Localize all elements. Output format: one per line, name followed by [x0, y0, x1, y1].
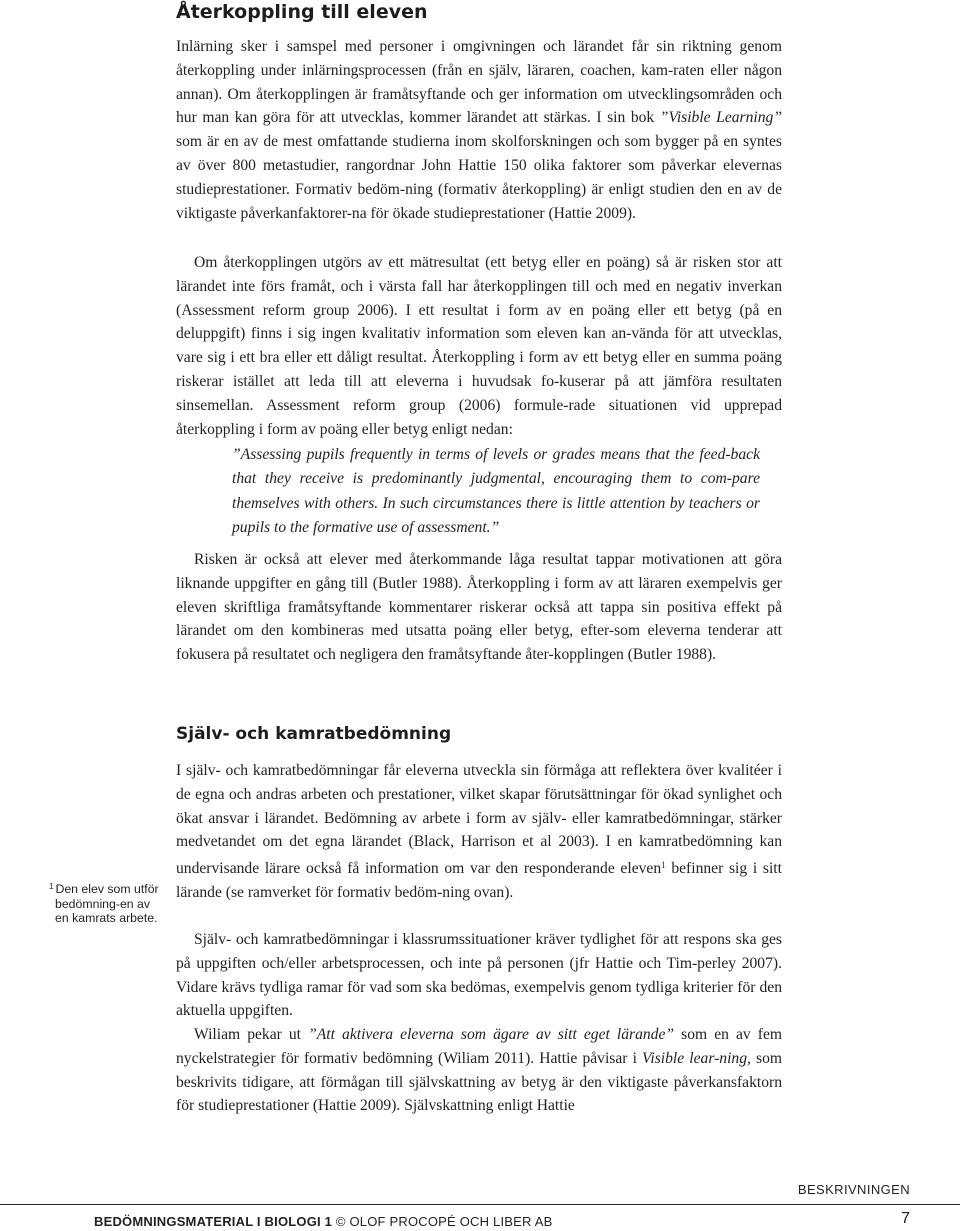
quote-inline: ”Att aktivera eleverna som ägare av sitt eget lärande” — [308, 1026, 675, 1043]
block-quote: ”Assessing pupils frequently in terms of levels or grades means that the feed-back that they receive is predominantly judgmental, encouraging them to com-pare themselves with others. In such circumstances there is little attention by teachers or pupils to the formative use of assessment.” — [232, 446, 760, 537]
book-title: ”Visible Learning” — [659, 109, 783, 127]
paragraph-text: som beskrivits tidigare, att förmågan till självskattning av betyg är den viktigaste påverkansfaktorn för studieprestationer (Hattie 2009). Självskattning enligt Hattie — [176, 1049, 783, 1115]
paragraph-wiliam — [176, 1023, 782, 1118]
paragraph-klassrum: Själv- och kamratbedömningar i klassrumssituationer kräver tydlighet för att respons ska ges på uppgiften och/eller arbetsprocessen, och inte på personen (jfr Hattie och Tim-perley 2007). Vidare krävs tydliga ramar för vad som ska bedömas, exempelvis genom tydliga kriterier för den aktuella uppgiften. — [176, 931, 782, 1020]
paragraph-intro — [176, 35, 782, 225]
paragraph-text: som en av fem nyckelstrategier för formativ bedömning (Wiliam 2011). Hattie påvisar i — [176, 1026, 782, 1067]
paragraph-text: Wiliam pekar ut — [194, 1026, 309, 1043]
paragraph-text: som är en av de mest omfattande studierna inom skolforskningen och som bygger på en syntes av över 800 metastudier, rangordnar John Hattie 150 olika faktorer som påverkar elevernas studieprestationer. Formativ bedöm-ning (formativ återkoppling) är enligt studien den en av de viktigaste påverkanfaktorer-na för ökade studieprestationer (Hattie 2009). — [176, 133, 782, 222]
running-section-label: BESKRIVNINGEN — [797, 1182, 910, 1197]
footnote-text: Den elev som utför bedömning-en av en kamrats arbete. — [55, 882, 159, 926]
footer-title — [94, 1214, 552, 1229]
paragraph-text: befinner sig i sitt lärande (se ramverket för formativ bedöm-ning ovan). — [176, 860, 782, 901]
paragraph-risken: Risken är också att elever med återkommande låga resultat tappar motivationen att göra liknande uppgifter en gång till (Butler 1988). Återkoppling i form av att läraren exempelvis ger eleven skriftliga framåtsyftande kommentarer riskerar också att tappa sin positiva effekt på lärandet om den kombineras med utsatta poäng eller betyg, efter-som eleverna tenderar att fokusera på resultatet och negligera den framåtsyftande åter-kopplingen (Butler 1988). — [176, 551, 782, 664]
footer-divider — [0, 1204, 960, 1205]
page-number: 7 — [901, 1210, 910, 1227]
margin-footnote — [49, 880, 167, 926]
paragraph-text: I själv- och kamratbedömningar får eleverna utveckla sin förmåga att reflektera över kvalitéer i de egna och andras arbeten och prestationer, vilket skapar förutsättningar för ökad synlighet och ökat ansvar i lärandet. Bedömning av arbete i form av själv- eller kamratbedömningar, stärker medvetandet om det egna lärandet (Black, Harrison et al 2003). I en kamratbedömning kan undervisande lärare också få information om var den responderande eleven — [176, 762, 782, 878]
footnote-number: 1 — [49, 882, 54, 891]
paragraph-matresultat: Om återkopplingen utgörs av ett mätresultat (ett betyg eller en poäng) så är risken stor att lärandet inte förs framåt, och i värsta fall har återkopplingen till och med en negativ inverkan (Assessment reform group 2006). I ett resultat i form av en poäng eller ett betyg (på en deluppgift) finns i sig ingen kvalitativ information som eleven kan an-vända för att utvecklas, vare sig i ett bra eller ett dåligt resultat. Återkoppling i form av ett betyg eller en summa poäng riskerar istället att leda till att eleverna i huvudsak fo-kuserar på att jämföra resultaten sinsemellan. Assessment reform group (2006) formule-rade situationen vid upprepad återkoppling i form av poäng eller betyg enligt nedan: — [176, 254, 782, 438]
section-heading-aterkoppling: Återkoppling till eleven — [176, 1, 428, 23]
footer-copyright: © OLOF PROCOPÉ OCH LIBER AB — [332, 1214, 553, 1229]
footer-document-title: BEDÖMNINGSMATERIAL I BIOLOGI 1 — [94, 1214, 333, 1229]
paragraph-sjalv-kamrat — [176, 759, 782, 905]
book-title: Visible lear-ning, — [642, 1049, 751, 1067]
footnote-ref: 1 — [661, 860, 666, 871]
section-heading-sjalvbedomning: Själv- och kamratbedömning — [176, 724, 452, 744]
paragraph-text: Inlärning sker i samspel med personer i omgivningen och lärandet får sin riktning genom återkoppling under inlärningsprocessen (från en själv, läraren, coachen, kam-raten eller någon annan). Om återkopplingen är framåtsyftande och ger information om utvecklingsområden och hur man kan göra för att utvecklas, kommer lärandet att stärkas. I sin bok — [176, 38, 782, 127]
